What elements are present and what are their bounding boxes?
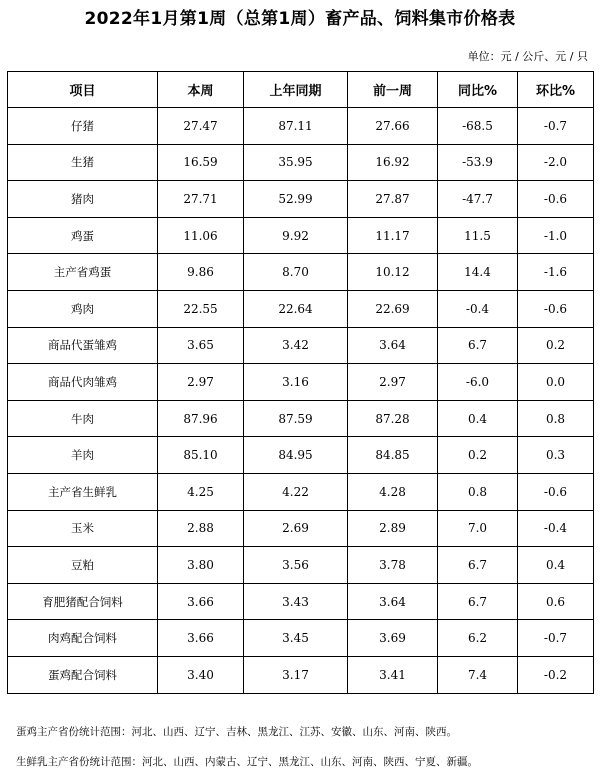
item-cell: 蛋鸡配合饲料: [8, 656, 158, 693]
last-year-cell: 9.92: [244, 217, 348, 254]
prev-week-cell: 4.28: [348, 473, 438, 510]
last-year-cell: 3.42: [244, 327, 348, 364]
last-year-cell: 8.70: [244, 254, 348, 291]
this-week-cell: 3.66: [158, 583, 244, 620]
prev-week-cell: 3.41: [348, 656, 438, 693]
prev-week-cell: 16.92: [348, 144, 438, 181]
prev-week-cell: 3.64: [348, 583, 438, 620]
prev-week-cell: 10.12: [348, 254, 438, 291]
table-row: [8, 547, 594, 584]
item-cell: 猪肉: [8, 181, 158, 218]
last-year-cell: 22.64: [244, 290, 348, 327]
table-body: [8, 108, 594, 694]
item-cell: 玉米: [8, 510, 158, 547]
yoy-cell: -68.5: [438, 108, 518, 145]
this-week-cell: 22.55: [158, 290, 244, 327]
page-title: 2022年1月第1周（总第1周）畜产品、饲料集市价格表: [84, 9, 516, 29]
yoy-cell: 6.7: [438, 547, 518, 584]
yoy-cell: 0.4: [438, 400, 518, 437]
this-week-cell: 2.88: [158, 510, 244, 547]
wow-cell: 0.0: [518, 364, 594, 401]
table-row: [8, 437, 594, 474]
wow-cell: -0.6: [518, 181, 594, 218]
yoy-cell: 0.8: [438, 473, 518, 510]
last-year-cell: 3.17: [244, 656, 348, 693]
wow-cell: -2.0: [518, 144, 594, 181]
yoy-cell: 7.4: [438, 656, 518, 693]
wow-cell: -1.0: [518, 217, 594, 254]
item-cell: 牛肉: [8, 400, 158, 437]
header-prev-week: 前一周: [348, 72, 438, 108]
wow-cell: -0.7: [518, 620, 594, 657]
last-year-cell: 87.59: [244, 400, 348, 437]
table-row: [8, 327, 594, 364]
last-year-cell: 52.99: [244, 181, 348, 218]
this-week-cell: 3.66: [158, 620, 244, 657]
item-cell: 育肥猪配合饲料: [8, 583, 158, 620]
wow-cell: -0.2: [518, 656, 594, 693]
prev-week-cell: 2.97: [348, 364, 438, 401]
last-year-cell: 84.95: [244, 437, 348, 474]
header-last-year: 上年同期: [244, 72, 348, 108]
this-week-cell: 11.06: [158, 217, 244, 254]
wow-cell: -0.4: [518, 510, 594, 547]
wow-cell: 0.3: [518, 437, 594, 474]
prev-week-cell: 27.87: [348, 181, 438, 218]
header-wow: 环比%: [518, 72, 594, 108]
wow-cell: 0.6: [518, 583, 594, 620]
yoy-cell: -47.7: [438, 181, 518, 218]
prev-week-cell: 3.78: [348, 547, 438, 584]
item-cell: 豆粕: [8, 547, 158, 584]
note-egg-provinces: 蛋鸡主产省份统计范围：河北、山西、辽宁、吉林、黑龙江、江苏、安徽、山东、河南、陕西。: [16, 726, 457, 738]
item-cell: 鸡肉: [8, 290, 158, 327]
prev-week-cell: 27.66: [348, 108, 438, 145]
this-week-cell: 27.47: [158, 108, 244, 145]
wow-cell: -0.6: [518, 473, 594, 510]
yoy-cell: 0.2: [438, 437, 518, 474]
this-week-cell: 3.40: [158, 656, 244, 693]
prev-week-cell: 84.85: [348, 437, 438, 474]
this-week-cell: 9.86: [158, 254, 244, 291]
yoy-cell: 11.5: [438, 217, 518, 254]
header-yoy: 同比%: [438, 72, 518, 108]
table-row: [8, 510, 594, 547]
item-cell: 主产省生鲜乳: [8, 473, 158, 510]
this-week-cell: 85.10: [158, 437, 244, 474]
yoy-cell: 6.7: [438, 583, 518, 620]
wow-cell: 0.8: [518, 400, 594, 437]
prev-week-cell: 3.69: [348, 620, 438, 657]
table-row: [8, 181, 594, 218]
yoy-cell: -53.9: [438, 144, 518, 181]
wow-cell: -0.6: [518, 290, 594, 327]
this-week-cell: 3.80: [158, 547, 244, 584]
note-milk-provinces: 生鲜乳主产省份统计范围：河北、山西、内蒙古、辽宁、黑龙江、山东、河南、陕西、宁夏、新疆。: [16, 756, 478, 768]
last-year-cell: 3.43: [244, 583, 348, 620]
wow-cell: 0.4: [518, 547, 594, 584]
yoy-cell: 14.4: [438, 254, 518, 291]
prev-week-cell: 3.64: [348, 327, 438, 364]
prev-week-cell: 11.17: [348, 217, 438, 254]
item-cell: 商品代蛋雏鸡: [8, 327, 158, 364]
this-week-cell: 27.71: [158, 181, 244, 218]
this-week-cell: 4.25: [158, 473, 244, 510]
item-cell: 仔猪: [8, 108, 158, 145]
item-cell: 生猪: [8, 144, 158, 181]
table-row: [8, 400, 594, 437]
this-week-cell: 2.97: [158, 364, 244, 401]
yoy-cell: 6.2: [438, 620, 518, 657]
table-row: [8, 583, 594, 620]
last-year-cell: 87.11: [244, 108, 348, 145]
table-row: [8, 620, 594, 657]
header-this-week: 本周: [158, 72, 244, 108]
table-row: [8, 656, 594, 693]
wow-cell: 0.2: [518, 327, 594, 364]
prev-week-cell: 22.69: [348, 290, 438, 327]
last-year-cell: 4.22: [244, 473, 348, 510]
item-cell: 肉鸡配合饲料: [8, 620, 158, 657]
item-cell: 羊肉: [8, 437, 158, 474]
wow-cell: -0.7: [518, 108, 594, 145]
table-row: [8, 364, 594, 401]
this-week-cell: 16.59: [158, 144, 244, 181]
table-row: [8, 217, 594, 254]
last-year-cell: 3.45: [244, 620, 348, 657]
table-header-row: [8, 72, 594, 108]
last-year-cell: 3.16: [244, 364, 348, 401]
yoy-cell: -0.4: [438, 290, 518, 327]
yoy-cell: 6.7: [438, 327, 518, 364]
table-row: [8, 108, 594, 145]
this-week-cell: 3.65: [158, 327, 244, 364]
prev-week-cell: 87.28: [348, 400, 438, 437]
unit-label: 单位：元 / 公斤、元 / 只: [467, 50, 588, 63]
item-cell: 商品代肉雏鸡: [8, 364, 158, 401]
item-cell: 鸡蛋: [8, 217, 158, 254]
prev-week-cell: 2.89: [348, 510, 438, 547]
this-week-cell: 87.96: [158, 400, 244, 437]
header-item: 项目: [8, 72, 158, 108]
last-year-cell: 2.69: [244, 510, 348, 547]
yoy-cell: -6.0: [438, 364, 518, 401]
yoy-cell: 7.0: [438, 510, 518, 547]
wow-cell: -1.6: [518, 254, 594, 291]
table-row: [8, 473, 594, 510]
table-row: [8, 144, 594, 181]
price-table: [7, 71, 594, 694]
last-year-cell: 3.56: [244, 547, 348, 584]
table-row: [8, 254, 594, 291]
table-row: [8, 290, 594, 327]
item-cell: 主产省鸡蛋: [8, 254, 158, 291]
last-year-cell: 35.95: [244, 144, 348, 181]
